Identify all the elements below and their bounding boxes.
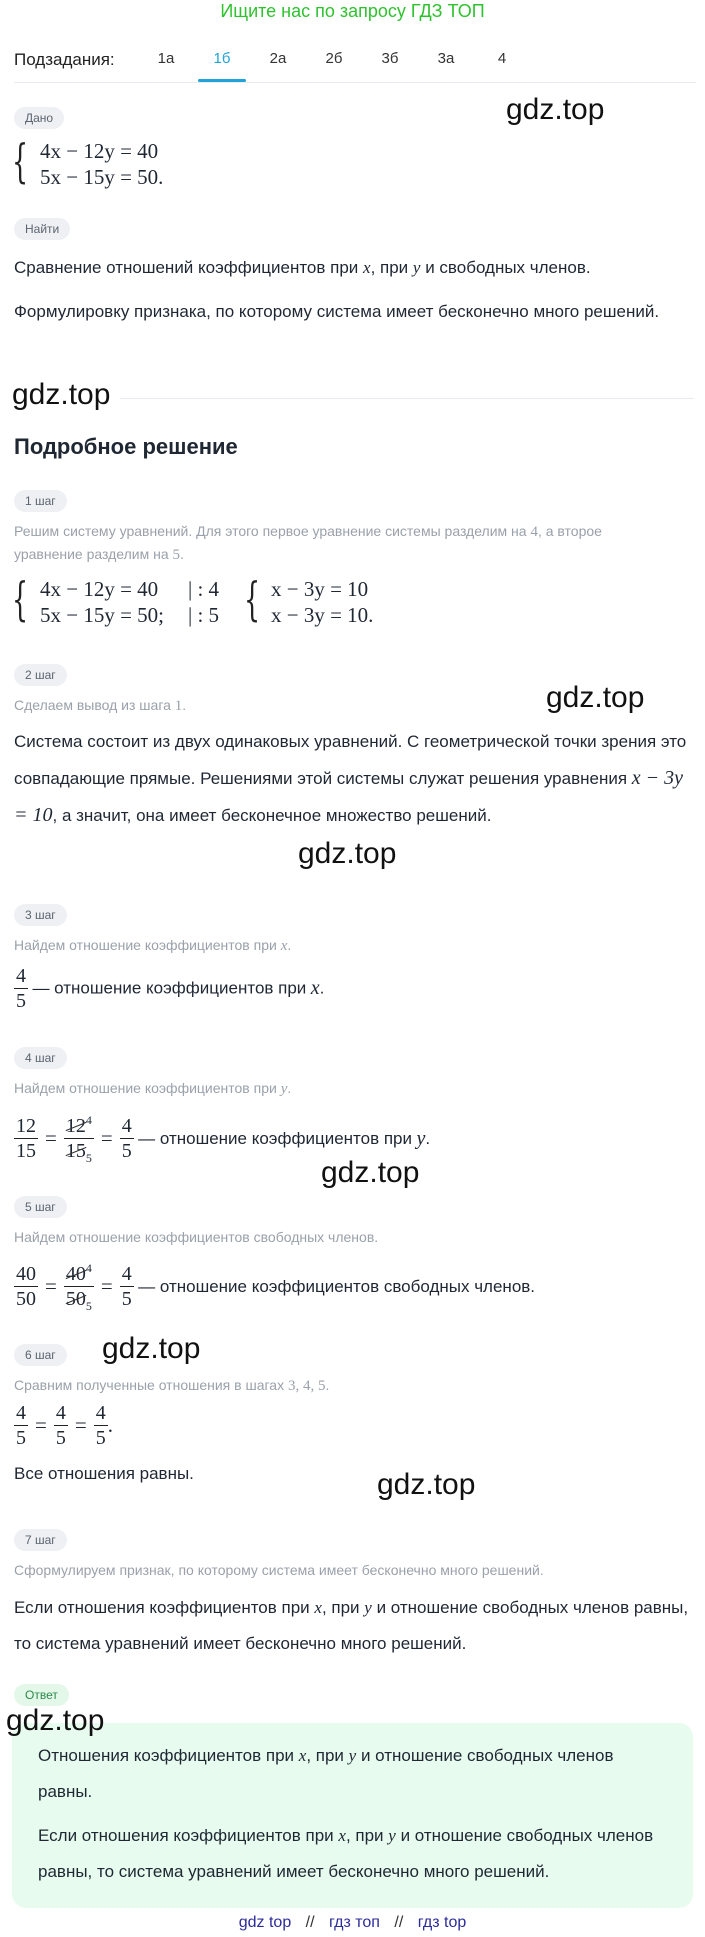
tab-1b[interactable]: 1б <box>198 50 246 67</box>
step-4-hint: Найдем отношение коэффициентов при y. <box>14 1080 292 1097</box>
watermark: gdz.top <box>321 1156 420 1189</box>
answer-tag: Ответ <box>14 1684 69 1706</box>
step-4-dot: . <box>425 1128 431 1148</box>
step-6-hint-end: . <box>325 1377 330 1393</box>
step-1-right-2: x − 3y = 10. <box>271 603 374 627</box>
period: . <box>107 1413 113 1437</box>
fraction-denominator: 15 <box>16 1140 36 1163</box>
footer-links <box>0 1909 705 1937</box>
reduced-fraction <box>64 1108 94 1170</box>
step-7-text-c: и отношение свободных членов равны, то система уравнений имеет бесконечно много решений. <box>14 1598 689 1653</box>
step-1-right-1: x − 3y = 10 <box>271 577 369 601</box>
given-equation-1: 4x − 12y = 40 <box>40 139 159 163</box>
answer-text-2 <box>38 1818 678 1890</box>
fraction <box>14 1114 38 1163</box>
fraction-numerator: 12 <box>16 1115 36 1138</box>
step-1-n4: 4 <box>530 524 538 540</box>
step-2-hint-b: . <box>182 697 187 713</box>
equals-sign: = <box>100 1126 113 1151</box>
var-y: y <box>364 1598 372 1617</box>
step-6-formula <box>14 1401 113 1450</box>
step-1-left-1: 4x − 12y = 40 <box>40 577 159 601</box>
fraction-denominator: 5 <box>121 1140 132 1163</box>
var-x: x <box>338 1826 346 1845</box>
answer-text-2a: Если отношения коэффициентов при <box>38 1826 334 1845</box>
watermark: gdz.top <box>377 1468 476 1501</box>
crossed-numerator: 12 <box>65 1114 86 1137</box>
step-3-var-x: x <box>310 977 320 999</box>
watermark: gdz.top <box>298 837 397 870</box>
step-2-hint <box>14 694 186 717</box>
search-banner[interactable]: Ищите нас по запросу ГДЗ ТОП <box>220 1 485 21</box>
tab-2a[interactable]: 2а <box>269 50 287 67</box>
step-5-hint: Найдем отношение коэффициентов свободных членов. <box>14 1229 379 1245</box>
step-7-text-a: Если отношения коэффициентов при <box>14 1598 310 1617</box>
var-y: y <box>348 1746 357 1765</box>
step-6-hint <box>14 1374 329 1397</box>
fraction-numerator: 4 <box>121 1115 132 1138</box>
answer-text-1b: , при <box>306 1746 344 1765</box>
tab-3b[interactable]: 3б <box>381 50 399 67</box>
step-3-hint: Найдем отношение коэффициентов при x. <box>14 937 292 954</box>
fraction <box>120 1262 134 1311</box>
fraction <box>14 964 28 1013</box>
answer-text-1a: Отношения коэффициентов при <box>38 1746 295 1765</box>
given-system <box>12 134 312 194</box>
divider <box>120 398 694 399</box>
brace-icon: { <box>12 134 29 188</box>
var-x: x <box>363 258 371 277</box>
fraction <box>14 1401 28 1450</box>
var-x: x <box>314 1598 322 1617</box>
step-4-var: y <box>280 1081 288 1097</box>
step-1-n5: 5 <box>172 547 181 563</box>
brace-icon: { <box>244 572 261 626</box>
step-6-hint-text: Сравним полученные отношения в шагах <box>14 1377 285 1393</box>
given-equation-2: 5x − 15y = 50. <box>40 165 164 189</box>
tab-2b[interactable]: 2б <box>325 50 343 67</box>
step-1-hint <box>14 520 654 566</box>
reduced-numerator: 4 <box>85 1113 92 1127</box>
find-text-1b: , при <box>370 258 409 277</box>
step-1-hint-c: . <box>180 546 184 562</box>
var-y: y <box>388 1826 396 1845</box>
step-3-hint-text: Найдем отношение коэффициентов при <box>14 937 277 953</box>
step-2-text-a: Система состоит из двух одинаковых уравнений. С геометрической точки зрения это совпадающие прямые. Решениями этой системы служат решения уравнения <box>14 732 687 788</box>
step-6-conclusion: Все отношения равны. <box>14 1464 194 1483</box>
step-1-system <box>12 572 512 632</box>
step-2-tag: 2 шаг <box>14 664 67 686</box>
step-2-hint-a: Сделаем вывод из шага <box>14 697 171 713</box>
step-2-n1: 1 <box>174 698 183 714</box>
step-5-text: — отношение коэффициентов свободных членов. <box>138 1276 536 1296</box>
reduced-fraction <box>64 1256 94 1318</box>
fraction <box>54 1401 68 1450</box>
fraction-denominator: 5 <box>55 1427 66 1449</box>
subtasks-label: Подзадания: <box>14 50 115 69</box>
reduced-numerator: 4 <box>85 1261 92 1275</box>
fraction <box>120 1114 134 1163</box>
equals-sign: = <box>74 1413 87 1437</box>
step-4-tag: 4 шаг <box>14 1047 67 1069</box>
footer-separator: // <box>305 1914 315 1931</box>
find-text-1 <box>14 250 694 286</box>
var-y: y <box>412 258 421 277</box>
step-6-nums: 3, 4, 5 <box>287 1378 326 1394</box>
step-4-hint-text: Найдем отношение коэффициентов при <box>14 1080 277 1096</box>
step-1-div-2: | : 5 <box>188 603 220 627</box>
fraction-denominator: 50 <box>16 1288 36 1311</box>
watermark: gdz.top <box>546 681 645 714</box>
reduced-denominator: 5 <box>85 1298 92 1313</box>
step-7-text <box>14 1590 694 1662</box>
fraction-denominator: 5 <box>95 1427 106 1449</box>
step-2-text-b: , а значит, она имеет бесконечное множество решений. <box>52 806 492 825</box>
answer-text-2c: и отношение свободных членов равны, то система уравнений имеет бесконечно много решений. <box>38 1826 654 1881</box>
equals-sign: = <box>45 1274 57 1299</box>
answer-text-2b: , при <box>345 1826 384 1845</box>
fraction-numerator: 4 <box>16 1402 26 1424</box>
fraction-numerator: 40 <box>16 1263 36 1286</box>
subtasks-bar <box>14 44 696 83</box>
fraction-denominator: 5 <box>16 1427 26 1449</box>
step-4-text: — отношение коэффициентов при <box>138 1128 412 1148</box>
brace-icon: { <box>12 572 29 626</box>
step-5-tag: 5 шаг <box>14 1196 67 1218</box>
step-3-var: x <box>280 938 288 954</box>
step-1-tag: 1 шаг <box>14 490 67 512</box>
step-1-left-2: 5x − 15y = 50; <box>40 603 165 627</box>
step-1-hint-b: , а второе уравнение разделим на <box>14 523 602 562</box>
fraction-numerator: 4 <box>55 1402 66 1424</box>
fraction-numerator: 4 <box>95 1402 106 1424</box>
fraction-denominator: 5 <box>16 990 26 1012</box>
tab-3a[interactable]: 3а <box>437 50 455 67</box>
fraction-denominator: 5 <box>121 1288 132 1311</box>
watermark: gdz.top <box>506 93 605 126</box>
find-text-1c: и свободных членов. <box>425 258 591 277</box>
step-1-hint-a: Решим систему уравнений. Для этого первое уравнение системы разделим на <box>14 523 527 539</box>
fraction-numerator: 4 <box>16 965 26 987</box>
step-3-text: — отношение коэффициентов при <box>32 978 307 998</box>
crossed-denominator: 15 <box>65 1139 86 1162</box>
reduced-denominator: 5 <box>85 1150 92 1165</box>
solution-title: Подробное решение <box>14 434 238 459</box>
answer-text-1c: и отношение свободных членов равны. <box>38 1746 614 1801</box>
footer-link-gdz-top-ru[interactable]: гдз топ <box>329 1914 380 1931</box>
step-2-text <box>14 724 694 834</box>
var-x: x <box>298 1746 307 1765</box>
step-3-formula <box>14 964 324 1013</box>
fraction-numerator: 4 <box>121 1263 132 1286</box>
equals-sign: = <box>45 1126 57 1151</box>
footer-link-gdz-top[interactable]: gdz top <box>238 1914 292 1931</box>
step-7-hint: Сформулируем признак, по которому система имеет бесконечно много решений. <box>14 1562 544 1578</box>
find-text-2: Формулировку признака, по которому система имеет бесконечно много решений. <box>14 302 660 321</box>
tab-1a[interactable]: 1а <box>157 50 175 67</box>
equals-sign: = <box>35 1413 47 1437</box>
footer-separator: // <box>394 1914 404 1931</box>
find-tag: Найти <box>14 218 70 240</box>
fraction <box>94 1401 108 1450</box>
equals-sign: = <box>100 1274 113 1299</box>
watermark: gdz.top <box>6 1704 105 1737</box>
find-text-1a: Сравнение отношений коэффициентов при <box>14 258 359 277</box>
step-3-tag: 3 шаг <box>14 904 67 926</box>
step-3-dot: . <box>319 978 325 998</box>
footer-link-gdz-top-mixed[interactable]: гдз top <box>417 1914 467 1931</box>
step-1-div-1: | : 4 <box>188 577 220 601</box>
step-4-var-y: y <box>416 1127 426 1150</box>
step-5-formula <box>14 1256 535 1318</box>
tab-4[interactable]: 4 <box>497 50 507 67</box>
fraction <box>14 1262 38 1311</box>
step-7-text-b: , при <box>321 1598 360 1617</box>
step-2-equation: x − 3y = 10 <box>14 767 684 826</box>
answer-text-1 <box>38 1738 668 1810</box>
crossed-denominator: 50 <box>65 1287 86 1310</box>
watermark: gdz.top <box>12 378 111 411</box>
given-tag: Дано <box>14 107 64 129</box>
crossed-numerator: 40 <box>65 1262 86 1285</box>
step-7-tag: 7 шаг <box>14 1529 67 1551</box>
step-6-tag: 6 шаг <box>14 1344 67 1366</box>
watermark: gdz.top <box>102 1332 201 1365</box>
